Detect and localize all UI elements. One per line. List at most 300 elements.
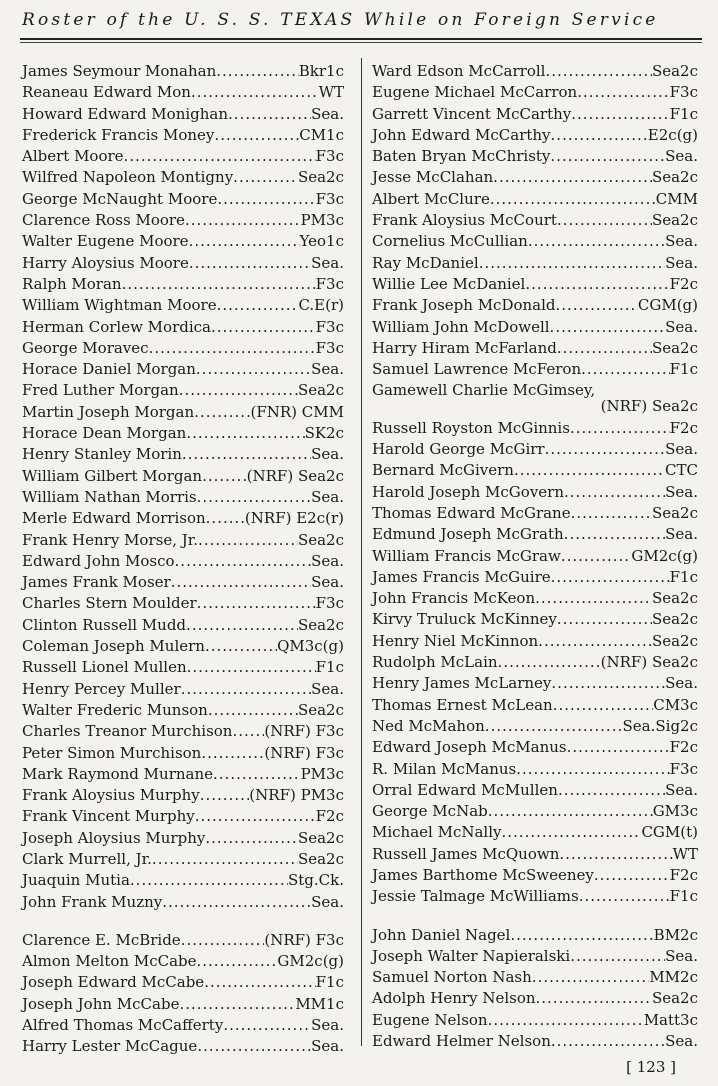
roster-entry: [372, 125, 698, 146]
roster-entry: [372, 673, 698, 694]
leader-dots: [232, 721, 264, 742]
leader-dots: [124, 146, 316, 167]
leader-dots: [532, 967, 650, 988]
roster-name: Frederick Francis Money: [22, 125, 215, 144]
page-number: [ 123 ]: [626, 1058, 676, 1076]
leader-dots: [564, 524, 665, 545]
roster-rating: F1c: [315, 658, 344, 677]
roster-entry: [22, 972, 344, 993]
roster-list-right-top-b: [372, 418, 698, 908]
leader-dots: [545, 439, 666, 460]
roster-name: Howard Edward Monighan: [22, 104, 229, 123]
roster-rating: Sea2c: [651, 211, 698, 230]
roster-name: Russell Lionel Mullen: [22, 658, 187, 677]
roster-entry: [372, 82, 698, 103]
roster-name: Henry Stanley Morin: [22, 445, 182, 464]
roster-name: Harry Hiram McFarland: [372, 338, 557, 357]
roster-name: Joseph Aloysius Murphy: [22, 828, 206, 847]
leader-dots: [528, 231, 665, 252]
leader-dots: [204, 972, 315, 993]
roster-entry: [372, 439, 698, 460]
roster-entry: [22, 146, 344, 167]
roster-entry: [22, 508, 344, 529]
leader-dots: [535, 588, 652, 609]
roster-name: Ray McDaniel: [372, 253, 479, 272]
leader-dots: [217, 189, 315, 210]
roster-entry: [22, 700, 344, 721]
header-rule-thin: [20, 42, 702, 43]
roster-entry: [372, 295, 698, 316]
roster-name: Baten Bryan McChristy: [372, 147, 551, 166]
roster-rating: Sea2c: [651, 631, 698, 650]
roster-rating: Sea2c: [297, 828, 344, 847]
leader-dots: [545, 61, 652, 82]
roster-rating: F3c: [315, 317, 344, 336]
roster-name: Edward Helmer Nelson: [372, 1032, 551, 1051]
roster-name: Peter Simon Murchison: [22, 743, 202, 762]
roster-rating: WT: [318, 83, 344, 102]
leader-dots: [171, 572, 311, 593]
roster-entry: [372, 652, 698, 673]
roster-entry: [22, 1036, 344, 1057]
roster-entry: [22, 892, 344, 913]
leader-dots: [194, 402, 250, 423]
roster-entry: [22, 295, 344, 316]
roster-rating: F3c: [315, 338, 344, 357]
roster-entry: [372, 418, 698, 439]
roster-entry: [372, 886, 698, 907]
roster-entry: [22, 61, 344, 82]
roster-rating: Sea.: [665, 317, 698, 336]
roster-entry: [22, 530, 344, 551]
roster-rating: Sea.: [311, 892, 344, 911]
roster-entry: [372, 759, 698, 780]
roster-rating: Sea2c: [651, 168, 698, 187]
roster-rating: (NRF) Sea2c: [600, 397, 698, 416]
leader-dots: [205, 828, 298, 849]
roster-name: Joseph Edward McCabe: [22, 973, 205, 992]
roster-rating: (NRF) PM3c: [249, 786, 344, 805]
roster-rating: (NRF) F3c: [264, 722, 344, 741]
leader-dots: [550, 317, 666, 338]
roster-list-left-bottom: [22, 930, 344, 1058]
roster-name: Jessie Talmage McWilliams: [372, 887, 579, 906]
roster-entry: [22, 253, 344, 274]
roster-entry: [22, 423, 344, 444]
roster-rating: Sea2c: [651, 589, 698, 608]
roster-rating: Sea.: [311, 487, 344, 506]
roster-entry: [22, 402, 344, 423]
roster-name: Reaneau Edward Mon: [22, 83, 191, 102]
leader-dots: [197, 1036, 311, 1057]
roster-entry: [22, 721, 344, 742]
section-gap: [22, 913, 344, 930]
leader-dots: [490, 189, 656, 210]
roster-entry: [372, 695, 698, 716]
roster-entry: [372, 210, 698, 231]
roster-rating: GM3c: [652, 802, 698, 821]
roster-list-right-top-a: [372, 61, 698, 380]
roster-entry: [372, 925, 698, 946]
leader-dots: [152, 849, 298, 870]
roster-rating: Matt3c: [643, 1010, 698, 1029]
leader-dots: [488, 1010, 644, 1031]
roster-name: Edmund Joseph McGrath: [372, 525, 564, 544]
leader-dots: [514, 460, 665, 481]
roster-entry: [22, 359, 344, 380]
roster-name: Cornelius McCullian: [372, 232, 528, 251]
roster-rating: Sea2c: [297, 615, 344, 634]
roster-name: John Edward McCarthy: [372, 125, 551, 144]
leader-dots: [149, 338, 316, 359]
roster-rating: F1c: [669, 104, 698, 123]
leader-dots: [223, 1015, 311, 1036]
roster-entry: [22, 231, 344, 252]
roster-rating: Sea.: [665, 147, 698, 166]
roster-entry: [22, 125, 344, 146]
roster-rating: SK2c: [304, 424, 344, 443]
roster-rating: CM3c: [653, 695, 698, 714]
roster-entry: [22, 466, 344, 487]
roster-rating: Sea2c: [651, 989, 698, 1008]
roster-name: Michael McNally: [372, 823, 502, 842]
leader-dots: [162, 892, 311, 913]
roster-name: Henry James McLarney: [372, 674, 552, 693]
roster-rating: Sea2c: [297, 700, 344, 719]
roster-rating: Sea.: [311, 253, 344, 272]
roster-rating: Sea.: [311, 360, 344, 379]
leader-dots: [485, 716, 623, 737]
roster-name: Harry Aloysius Moore: [22, 253, 189, 272]
roster-name: George McNaught Moore: [22, 189, 218, 208]
leader-dots: [559, 844, 672, 865]
roster-rating: Sea.: [665, 253, 698, 272]
roster-entry: [372, 780, 698, 801]
leader-dots: [570, 946, 665, 967]
roster-entry: [22, 189, 344, 210]
leader-dots: [538, 631, 652, 652]
roster-entry: [372, 503, 698, 524]
roster-name: John Frank Muzny: [22, 892, 163, 911]
roster-name: William Francis McGraw: [372, 546, 561, 565]
roster-rating: Sea.: [665, 674, 698, 693]
roster-rating: Sea.: [665, 780, 698, 799]
roster-entry: [372, 988, 698, 1009]
roster-entry: [22, 636, 344, 657]
leader-dots: [122, 274, 316, 295]
roster-rating: F3c: [669, 759, 698, 778]
leader-dots: [197, 487, 311, 508]
roster-rating: F2c: [669, 865, 698, 884]
leader-dots: [189, 253, 311, 274]
roster-name: Walter Frederic Munson: [22, 700, 208, 719]
leader-dots: [186, 423, 304, 444]
leader-dots: [525, 274, 669, 295]
roster-list-left-top: [22, 61, 344, 913]
roster-name: Fred Luther Morgan: [22, 381, 179, 400]
roster-rating: (NRF) E2c(r): [244, 509, 344, 528]
roster-rating: F1c: [669, 887, 698, 906]
roster-rating: Sea.: [311, 1037, 344, 1056]
roster-entry: [372, 609, 698, 630]
roster-name: Orral Edward McMullen: [372, 780, 558, 799]
roster-entry: [22, 743, 344, 764]
roster-rating: Sea2c: [297, 849, 344, 868]
leader-dots: [502, 822, 642, 843]
roster-entry: [22, 444, 344, 465]
leader-dots: [510, 925, 653, 946]
leader-dots: [213, 764, 301, 785]
roster-rating: Sea.: [665, 525, 698, 544]
roster-rating: Sea.Sig2c: [622, 716, 698, 735]
leader-dots: [561, 546, 632, 567]
leader-dots: [553, 695, 654, 716]
roster-name: William Wightman Moore: [22, 296, 217, 315]
leader-dots: [571, 104, 669, 125]
leader-dots: [493, 167, 652, 188]
roster-name: Wilfred Napoleon Montigny: [22, 168, 234, 187]
leader-dots: [228, 104, 311, 125]
roster-entry: [22, 572, 344, 593]
leader-dots: [186, 615, 298, 636]
roster-entry: [22, 167, 344, 188]
leader-dots: [594, 865, 670, 886]
roster-entry: [372, 338, 698, 359]
roster-name: Albert McClure: [372, 189, 490, 208]
roster-name: John Daniel Nagel: [372, 925, 511, 944]
leader-dots: [557, 338, 652, 359]
roster-entry: [22, 849, 344, 870]
roster-entry: [22, 487, 344, 508]
roster-rating: F3c: [315, 274, 344, 293]
leader-dots: [181, 679, 311, 700]
leader-dots: [536, 988, 652, 1009]
roster-name: Herman Corlew Mordica: [22, 317, 211, 336]
leader-dots: [564, 482, 665, 503]
roster-rating: PM3c: [300, 764, 344, 783]
roster-entry: [372, 189, 698, 210]
roster-name: Garrett Vincent McCarthy: [372, 104, 572, 123]
roster-rating: (FNR) CMM: [250, 402, 344, 421]
roster-entry: [22, 593, 344, 614]
roster-name: Clinton Russell Mudd: [22, 615, 187, 634]
roster-name: Clark Murrell, Jr.: [22, 849, 152, 868]
roster-entry: [372, 253, 698, 274]
roster-name: Harold Joseph McGovern: [372, 482, 564, 501]
roster-rating: GM2c(g): [631, 546, 698, 565]
leader-dots: [195, 806, 316, 827]
leader-dots: [498, 652, 601, 673]
roster-entry: [372, 546, 698, 567]
roster-entry: [22, 1015, 344, 1036]
leader-dots: [567, 737, 670, 758]
roster-rating: MM2c: [649, 968, 698, 987]
roster-name: Eugene Michael McCarron: [372, 83, 578, 102]
roster-name: Gamewell Charlie McGimsey,: [372, 381, 596, 400]
roster-name: Walter Eugene Moore: [22, 232, 189, 251]
roster-rating: (NRF) Sea2c: [246, 466, 344, 485]
roster-entry: [372, 1031, 698, 1052]
roster-rating: MM1c: [295, 994, 344, 1013]
roster-name: Horace Dean Morgan: [22, 424, 187, 443]
leader-dots: [233, 167, 298, 188]
leader-dots: [214, 125, 299, 146]
leader-dots: [182, 444, 311, 465]
roster-entry: [372, 524, 698, 545]
roster-rating: (NRF) F3c: [264, 743, 344, 762]
leader-dots: [189, 231, 300, 252]
leader-dots: [130, 870, 288, 891]
roster-entry: [372, 844, 698, 865]
leader-dots: [516, 759, 669, 780]
leader-dots: [175, 551, 312, 572]
leader-dots: [179, 380, 298, 401]
leader-dots: [208, 700, 298, 721]
roster-name: Frank Aloysius McCourt: [372, 211, 557, 230]
leader-dots: [206, 508, 245, 529]
roster-name: Juaquin Mutia: [22, 871, 130, 890]
leader-dots: [570, 418, 670, 439]
roster-entry: [22, 806, 344, 827]
column-divider: [361, 58, 362, 1046]
roster-rating: CM1c: [299, 125, 344, 144]
leader-dots: [187, 657, 316, 678]
roster-rating: Sea.: [665, 946, 698, 965]
roster-rating: F2c: [669, 738, 698, 757]
roster-name: Albert Moore: [22, 147, 124, 166]
roster-rating: Sea.: [311, 1016, 344, 1035]
roster-name: Frank Aloysius Murphy: [22, 786, 200, 805]
roster-rating: Sea.: [311, 679, 344, 698]
leader-dots: [551, 1031, 665, 1052]
roster-entry: [22, 870, 344, 891]
leader-dots: [551, 567, 670, 588]
roster-entry: [372, 967, 698, 988]
leader-dots: [197, 593, 316, 614]
roster-rating: F1c: [669, 360, 698, 379]
leader-dots: [179, 994, 295, 1015]
leader-dots: [181, 930, 265, 951]
roster-entry: [372, 460, 698, 481]
page-header: Roster of the U. S. S. TEXAS While on Foreign Service: [22, 10, 659, 30]
roster-name: Frank Vincent Murphy: [22, 807, 195, 826]
leader-dots: [557, 609, 652, 630]
roster-name: Eugene Nelson: [372, 1010, 488, 1029]
roster-entry: [372, 567, 698, 588]
leader-dots: [571, 503, 652, 524]
roster-rating: CGM(t): [641, 823, 698, 842]
leader-dots: [198, 530, 298, 551]
roster-rating: Sea.: [311, 573, 344, 592]
roster-rating: F3c: [315, 147, 344, 166]
roster-name: Thomas Ernest McLean: [372, 695, 553, 714]
roster-entry: [22, 82, 344, 103]
roster-name: George Moravec: [22, 338, 149, 357]
leader-dots: [185, 210, 301, 231]
roster-name: Rudolph McLain: [372, 653, 498, 672]
roster-entry: [372, 865, 698, 886]
roster-name: Horace Daniel Morgan: [22, 360, 196, 379]
roster-name: Clarence Ross Moore: [22, 211, 185, 230]
leader-dots: [202, 466, 247, 487]
leader-dots: [577, 82, 669, 103]
roster-entry: [372, 801, 698, 822]
roster-entry: [22, 657, 344, 678]
roster-name: Joseph John McCabe: [22, 994, 180, 1013]
roster-name: R. Milan McManus: [372, 759, 517, 778]
leader-dots: [581, 359, 670, 380]
leader-dots: [196, 359, 311, 380]
roster-entry: [372, 1010, 698, 1031]
leader-dots: [488, 801, 653, 822]
roster-entry: [372, 631, 698, 652]
roster-rating: F2c: [669, 274, 698, 293]
roster-name: James Frank Moser: [22, 573, 171, 592]
roster-rating: Stg.Ck.: [287, 871, 344, 890]
roster-rating: F2c: [669, 418, 698, 437]
roster-name: James Seymour Monahan: [22, 62, 217, 80]
roster-name: William Nathan Morris: [22, 487, 197, 506]
leader-dots: [205, 636, 277, 657]
leader-dots: [557, 210, 652, 231]
roster-rating: GM2c(g): [277, 952, 344, 971]
roster-name: Mark Raymond Murnane: [22, 764, 214, 783]
leader-dots: [558, 780, 665, 801]
roster-name: Alfred Thomas McCafferty: [22, 1016, 224, 1035]
roster-entry: [372, 274, 698, 295]
left-column: [22, 61, 344, 1058]
roster-name: William John McDowell: [372, 317, 550, 336]
roster-rating: F1c: [669, 567, 698, 586]
roster-entry: [22, 551, 344, 572]
roster-name: Henry Niel McKinnon: [372, 631, 539, 650]
leader-dots: [191, 82, 319, 103]
roster-name: Henry Percey Muller: [22, 679, 181, 698]
roster-entry: [22, 338, 344, 359]
roster-name: Russell Royston McGinnis: [372, 418, 570, 437]
roster-entry: [22, 930, 344, 951]
roster-entry-split: [372, 380, 698, 400]
roster-entry: [372, 716, 698, 737]
roster-name: Thomas Edward McGrane: [372, 503, 571, 522]
leader-dots: [556, 295, 638, 316]
roster-name: Almon Melton McCabe: [22, 952, 197, 971]
roster-entry: [22, 951, 344, 972]
leader-dots: [551, 673, 665, 694]
roster-rating: E2c(g): [647, 125, 698, 144]
roster-entry: [372, 231, 698, 252]
roster-rating: F3c: [315, 594, 344, 613]
roster-rating: PM3c: [300, 211, 344, 230]
roster-entry: [22, 679, 344, 700]
leader-dots: [217, 295, 299, 316]
roster-rating: Sea2c: [651, 338, 698, 357]
roster-name: Samuel Norton Nash: [372, 968, 532, 987]
roster-entry: [22, 615, 344, 636]
roster-rating: Sea2c: [651, 62, 698, 80]
roster-rating: Yeo1c: [299, 232, 344, 251]
roster-rating: Sea2c: [651, 610, 698, 629]
roster-rating: BM2c: [653, 925, 698, 944]
roster-rating: Sea.: [665, 232, 698, 251]
roster-rating: Bkr1c: [298, 62, 344, 80]
roster-name: Bernard McGivern: [372, 461, 514, 480]
roster-rating: Sea2c: [297, 381, 344, 400]
roster-rating: F3c: [669, 83, 698, 102]
header-rule: [20, 38, 702, 40]
roster-entry: [22, 380, 344, 401]
roster-name: Joseph Walter Napieralski: [372, 946, 571, 965]
